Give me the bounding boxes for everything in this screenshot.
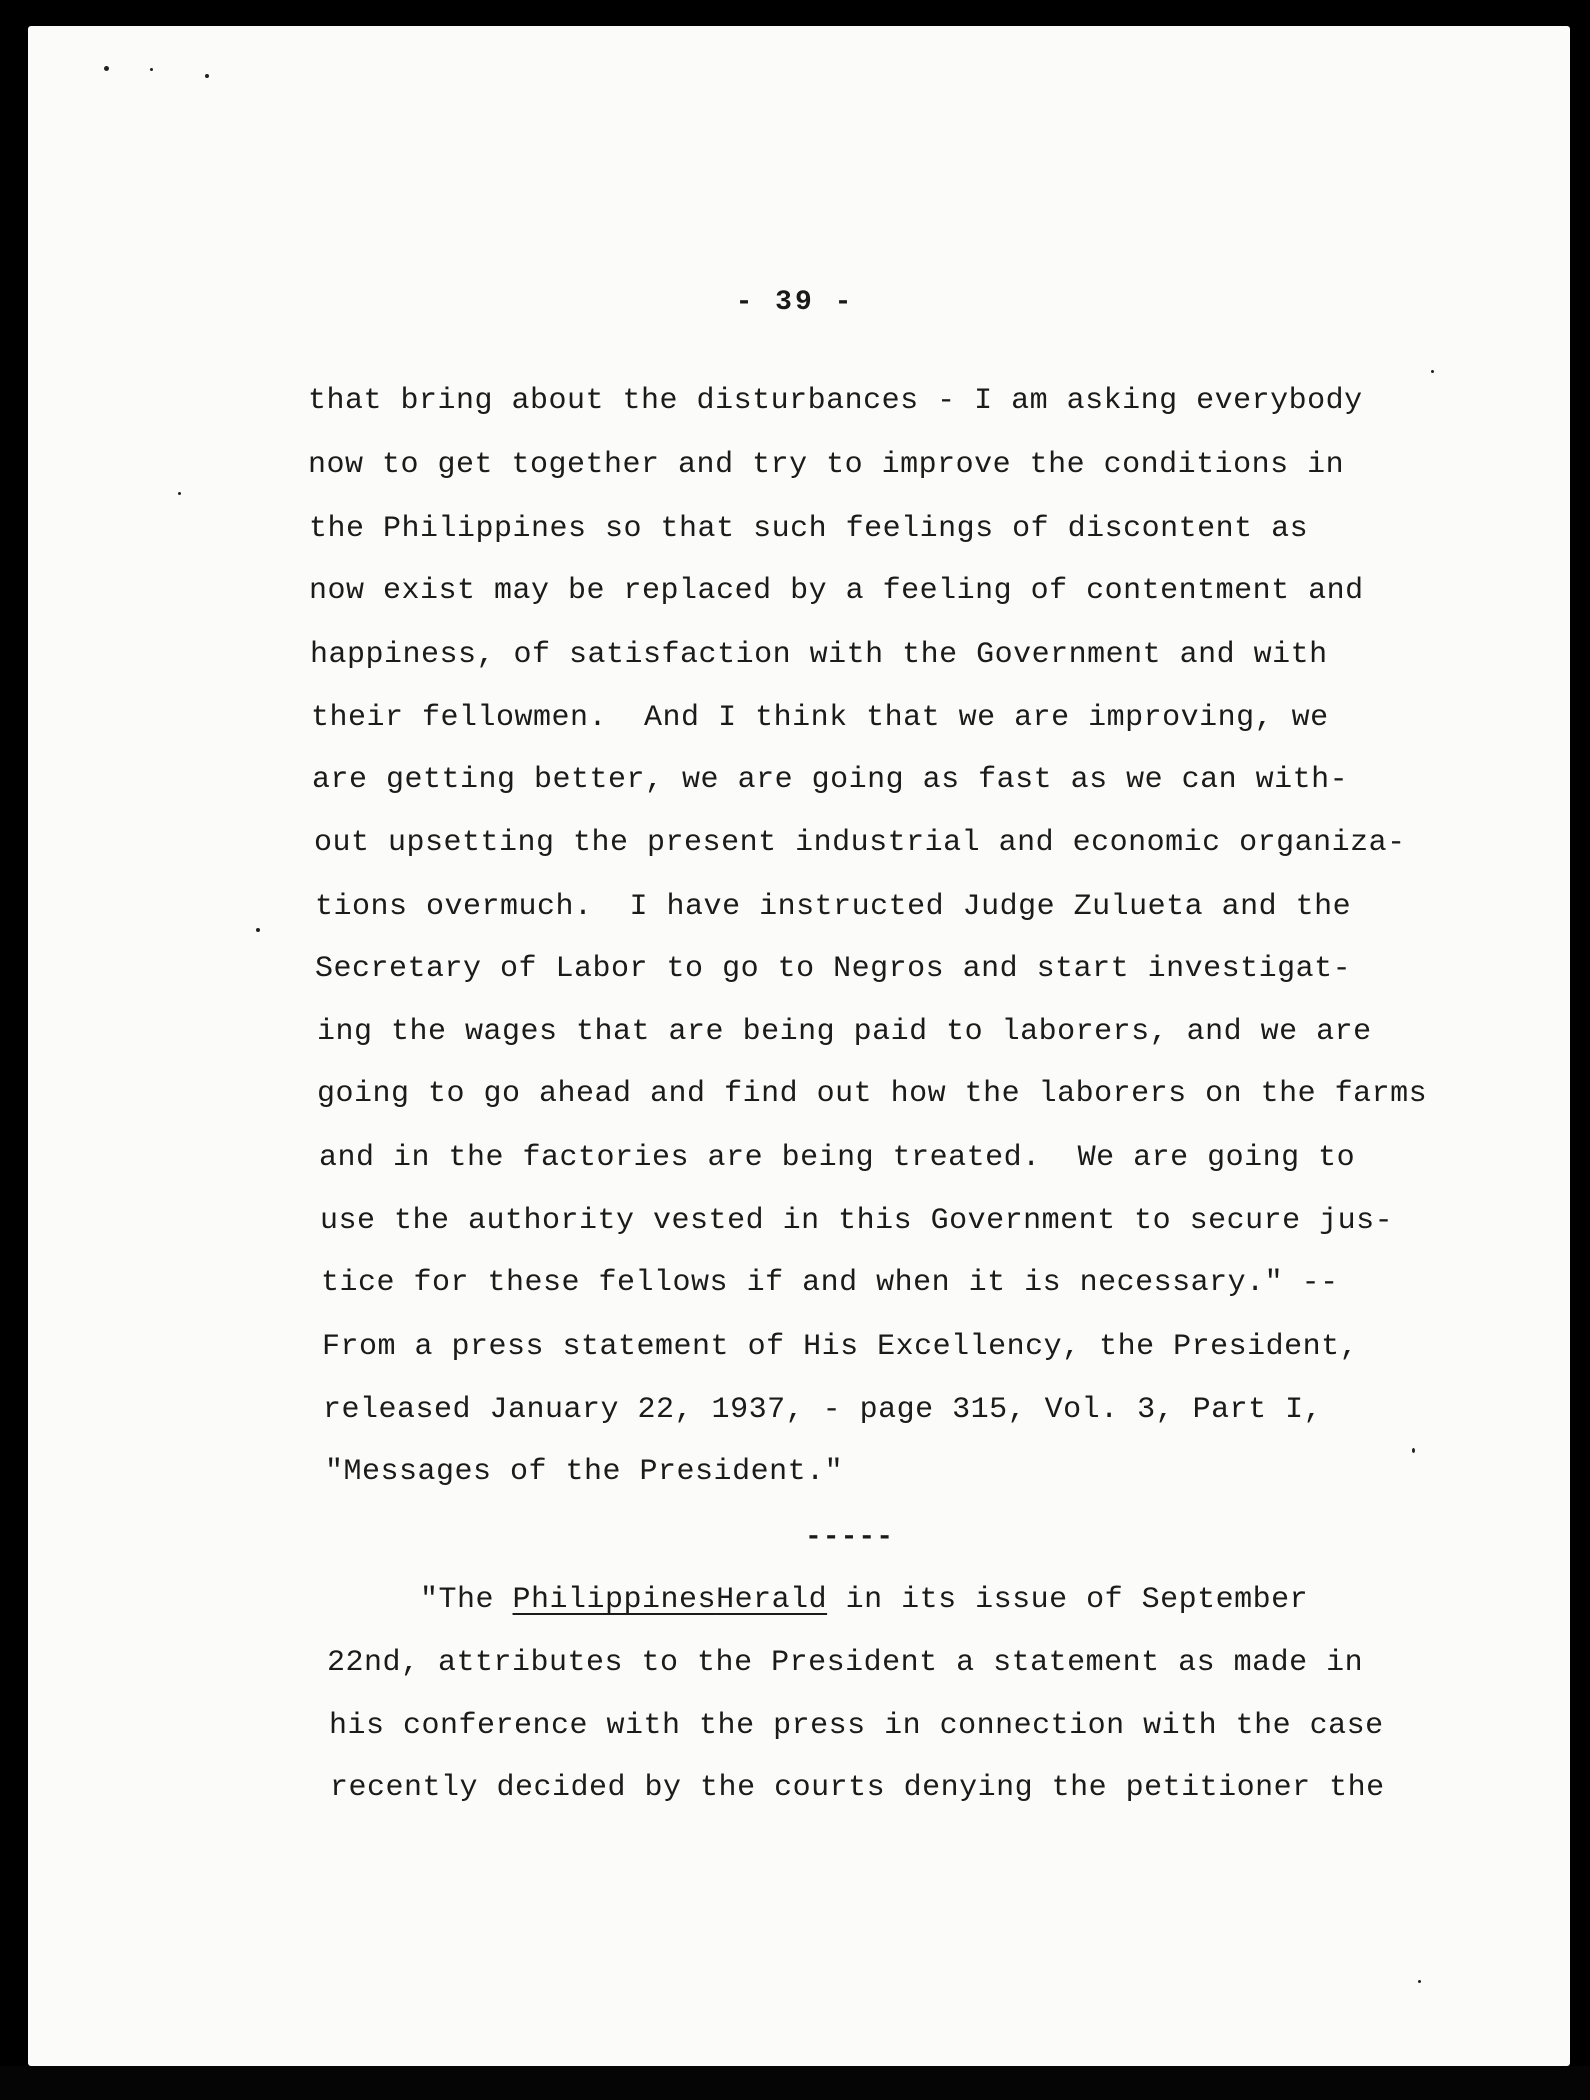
opening-quote: "The xyxy=(420,1583,513,1617)
body-line: Secretary of Labor to go to Negros and start investigat- xyxy=(315,952,1352,986)
body-line: "Messages of the President." xyxy=(325,1455,844,1489)
body-line: now to get together and try to improve the conditions in xyxy=(308,448,1345,482)
body-line: out upsetting the present industrial and economic organiza- xyxy=(314,826,1406,860)
dust-speck xyxy=(150,68,153,71)
body-line: going to go ahead and find out how the laborers on the farms xyxy=(317,1077,1428,1111)
first-line-rest: in its issue of September xyxy=(827,1583,1309,1617)
dust-speck xyxy=(104,66,109,71)
body-line: tice for these fellows if and when it is necessary." -- xyxy=(321,1266,1339,1300)
body-line: their fellowmen. And I think that we are improving, we xyxy=(311,701,1329,735)
paragraph-first-line xyxy=(420,1585,1308,1615)
body-line: now exist may be replaced by a feeling of contentment and xyxy=(309,574,1364,608)
body-line: recently decided by the courts denying the petitioner the xyxy=(330,1771,1385,1805)
body-line: From a press statement of His Excellency, the President, xyxy=(322,1330,1359,1364)
dust-speck xyxy=(1412,1448,1415,1453)
dust-speck xyxy=(1418,1980,1421,1983)
dust-speck xyxy=(256,928,260,932)
dust-speck xyxy=(1431,370,1434,373)
page-number: - 39 - xyxy=(735,287,855,318)
body-line: happiness, of satisfaction with the Government and with xyxy=(310,638,1328,672)
body-line: tions overmuch. I have instructed Judge Zulueta and the xyxy=(315,890,1352,924)
body-line: are getting better, we are going as fast as we can with- xyxy=(312,763,1349,797)
body-line: that bring about the disturbances - I am asking everybody xyxy=(308,384,1363,418)
dust-speck xyxy=(205,74,209,78)
body-line: use the authority vested in this Government to secure jus- xyxy=(320,1204,1394,1238)
body-line: and in the factories are being treated. We are going to xyxy=(319,1141,1356,1175)
dust-speck xyxy=(178,492,181,495)
body-line: 22nd, attributes to the President a statement as made in xyxy=(327,1646,1364,1680)
newspaper-name-part1: Philippines xyxy=(512,1583,717,1617)
body-line: ing the wages that are being paid to laborers, and we are xyxy=(317,1015,1372,1049)
body-line: released January 22, 1937, - page 315, Vol. 3, Part I, xyxy=(323,1393,1323,1427)
body-line: his conference with the press in connection with the case xyxy=(329,1709,1384,1743)
film-edge xyxy=(0,2066,1590,2100)
section-separator: ----- xyxy=(805,1522,895,1553)
newspaper-name-part2: Herald xyxy=(716,1583,828,1617)
body-line: the Philippines so that such feelings of discontent as xyxy=(309,512,1309,546)
